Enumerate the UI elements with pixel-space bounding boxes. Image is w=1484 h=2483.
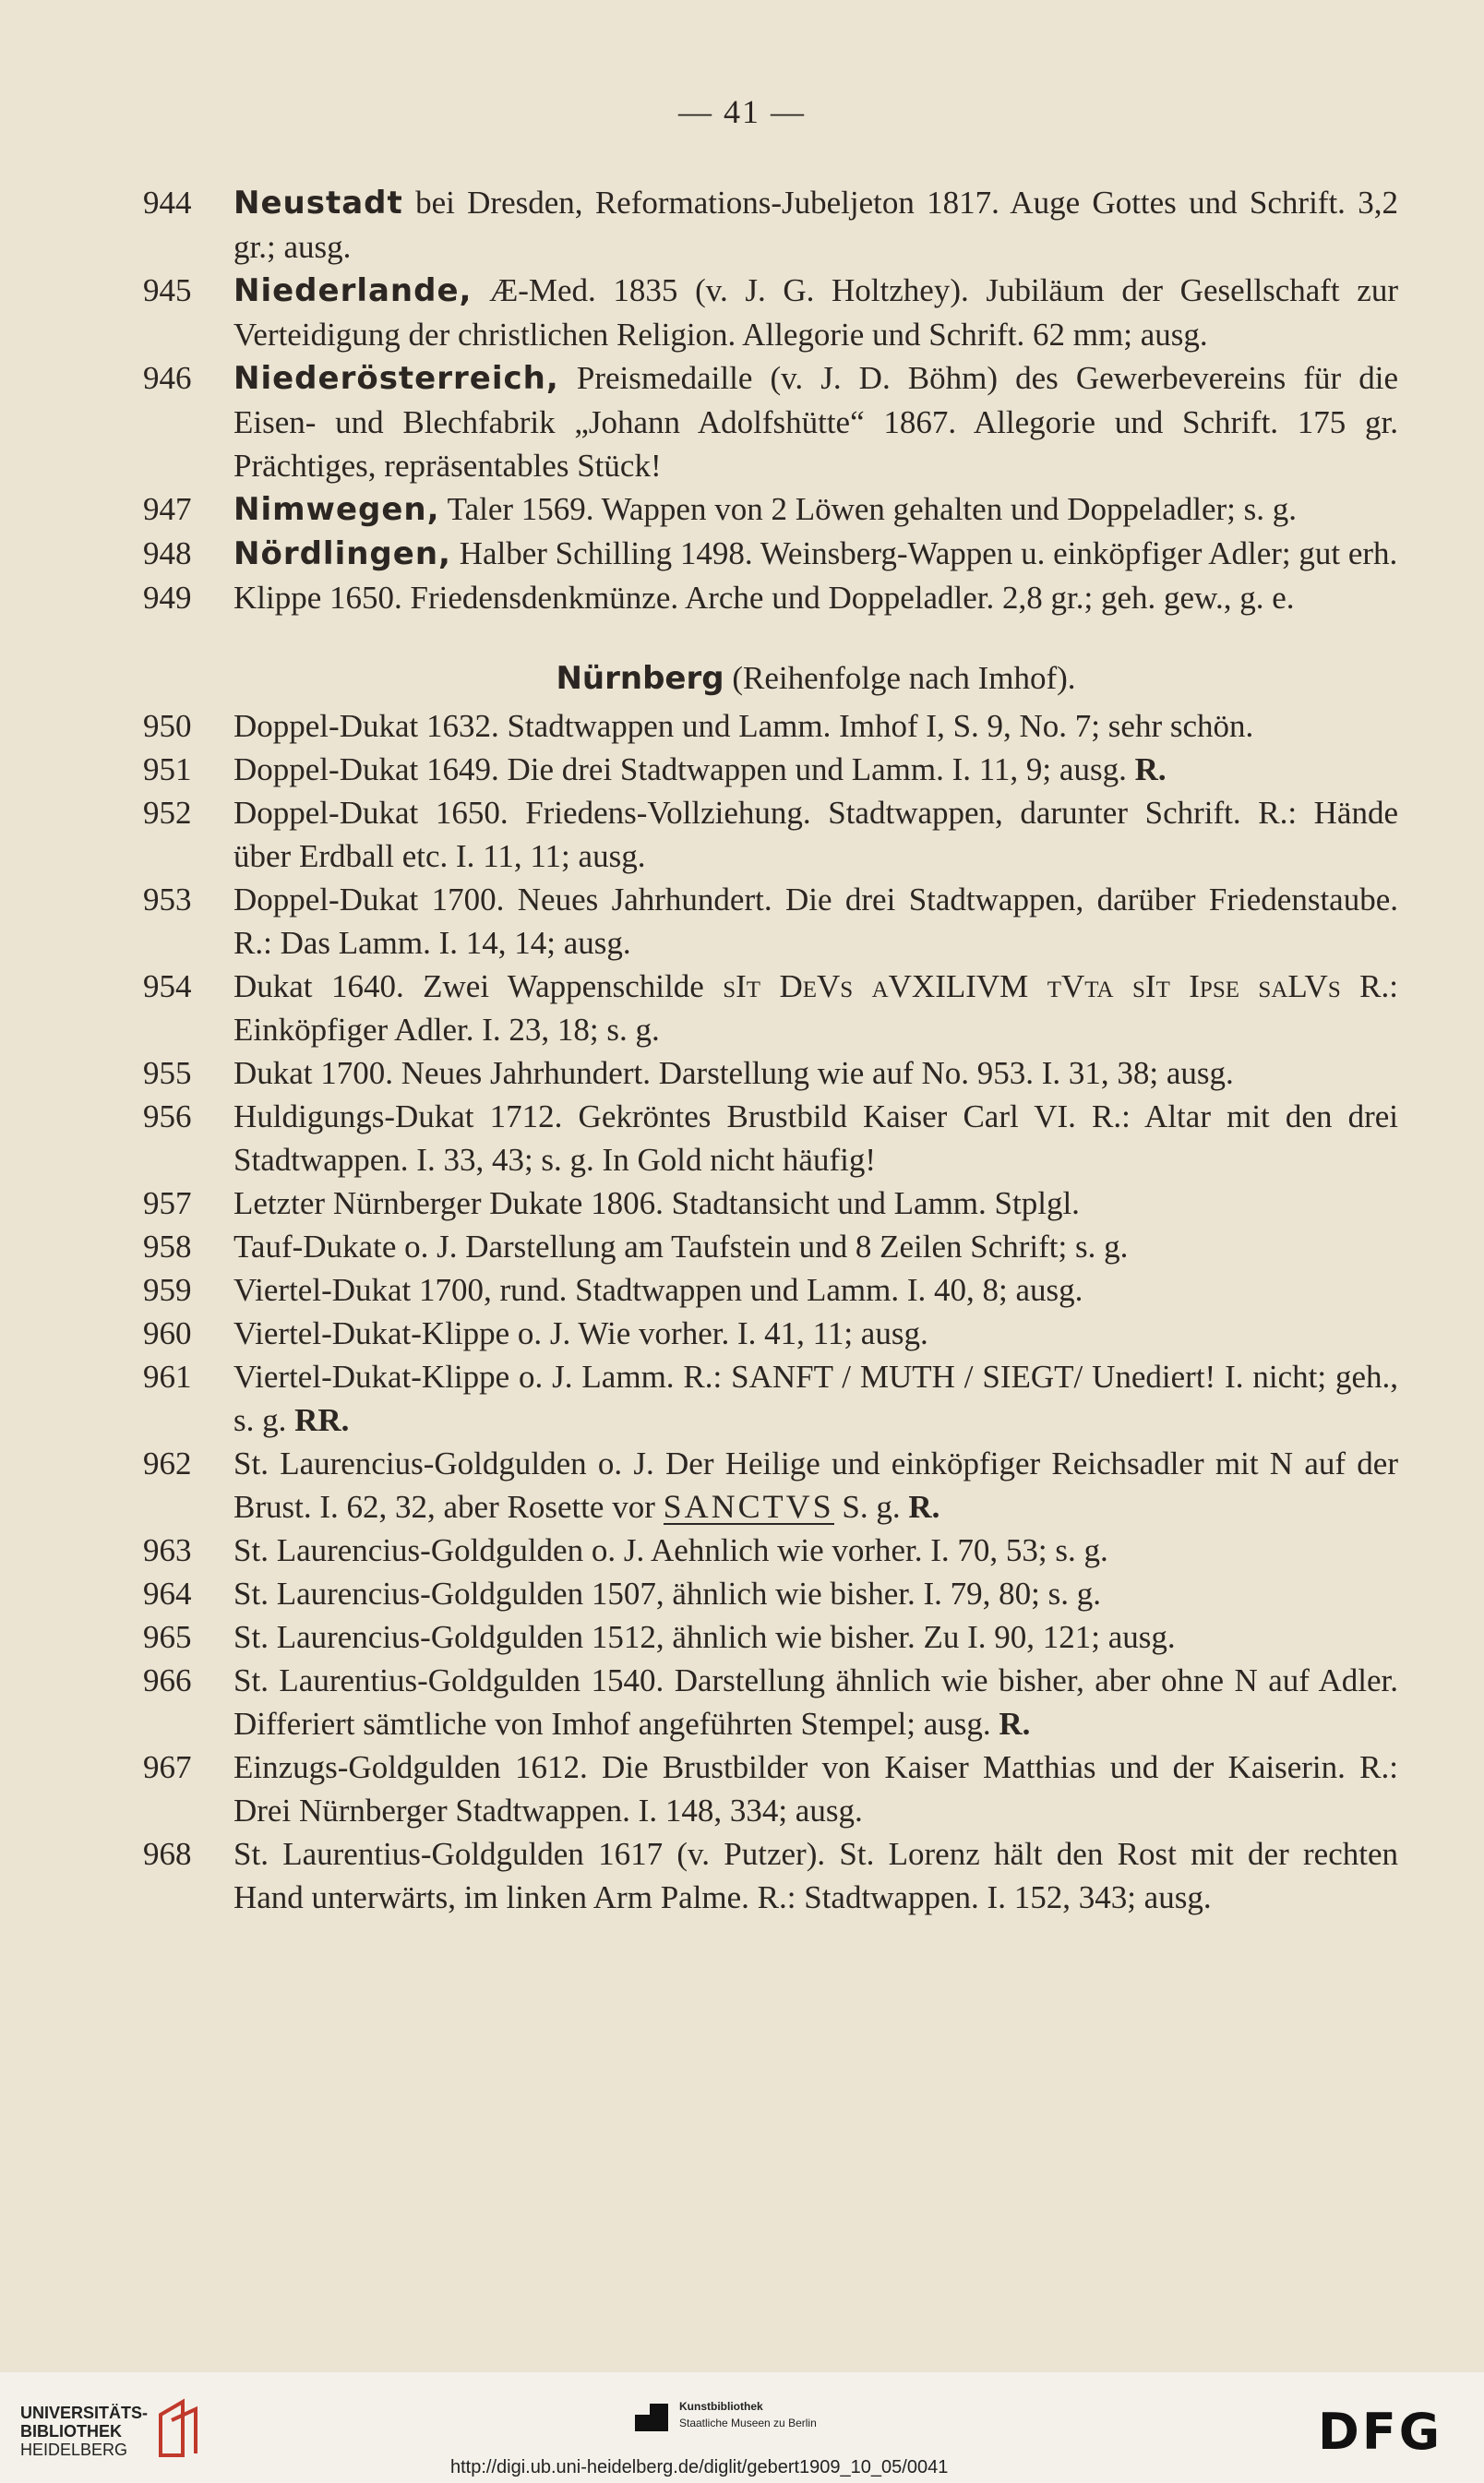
- catalog-entry: [143, 1268, 1398, 1312]
- place-name: Neustadt: [233, 185, 403, 222]
- rarity-mark: RR.: [294, 1402, 350, 1438]
- rarity-mark: R.: [1134, 751, 1167, 787]
- kunstbibliothek-icon: [633, 2398, 670, 2435]
- entry-text: Doppel-Dukat 1632. Stadtwappen und Lamm. Imhof I, S. 9, No. 7; sehr schön.: [233, 708, 1254, 744]
- entry-number: 951: [143, 751, 192, 787]
- section-heading: [143, 656, 1398, 701]
- catalog-entry: [143, 576, 1398, 619]
- university-library-mark-icon: [155, 2396, 205, 2461]
- catalog-entry: [143, 1615, 1398, 1659]
- catalog-entry: [143, 1659, 1398, 1745]
- entry-text: S. g.: [833, 1489, 909, 1525]
- entry-text: Huldigungs-Dukat 1712. Gekröntes Brustbild Kaiser Carl VI. R.: Altar mit den drei Stadtwappen. I. 33, 43; s. g. In Gold nicht häufig!: [233, 1098, 1398, 1178]
- entry-number: 968: [143, 1836, 192, 1872]
- entry-number: 960: [143, 1315, 192, 1351]
- entry-text: St. Laurencius-Goldgulden o. J. Der Heilige und einköpfiger Reichsadler mit N auf der Brust. I. 62, 32, aber Rosette vor: [233, 1445, 1398, 1525]
- entry-text: Viertel-Dukat 1700, rund. Stadtwappen und Lamm. I. 40, 8; ausg.: [233, 1272, 1083, 1308]
- entry-text: St. Laurencius-Goldgulden 1512, ähnlich wie bisher. Zu I. 90, 121; ausg.: [233, 1619, 1176, 1655]
- entry-text: bei Dresden, Reformations-Jubeljeton 1817. Auge Gottes und Schrift. 3,2 gr.; ausg.: [233, 185, 1398, 265]
- dfg-logo[interactable]: DFG: [1318, 2403, 1443, 2461]
- entry-text: Viertel-Dukat-Klippe o. J. Wie vorher. I. 41, 11; ausg.: [233, 1315, 928, 1351]
- catalog-entry: [143, 181, 1398, 269]
- entry-text: Letzter Nürnberger Dukate 1806. Stadtansicht und Lamm. Stplgl.: [233, 1185, 1080, 1221]
- coin-legend: sIt DeVs aVXILIVM tVta sIt Ipse saLVs: [723, 968, 1341, 1004]
- entry-text: St. Laurentius-Goldgulden 1617 (v. Putzer). St. Lorenz hält den Rost mit der rechten Hand unterwärts, im linken Arm Palme. R.: Stadtwappen. I. 152, 343; ausg.: [233, 1836, 1398, 1915]
- catalog-entry: [143, 1312, 1398, 1355]
- place-name: Niederlande,: [233, 272, 473, 309]
- entry-number: 967: [143, 1749, 192, 1785]
- catalog-entry: [143, 1745, 1398, 1832]
- catalog-entry: [143, 965, 1398, 1051]
- entry-number: 955: [143, 1055, 192, 1091]
- entry-text: Einzugs-Goldgulden 1612. Die Brustbilder von Kaiser Matthias und der Kaiserin. R.: Drei Nürnberger Stadtwappen. I. 148, 334; ausg.: [233, 1749, 1398, 1829]
- catalog-entry: [143, 1442, 1398, 1529]
- entry-text: Doppel-Dukat 1650. Friedens-Vollziehung. Stadtwappen, darunter Schrift. R.: Hände über Erdball etc. I. 11, 11; ausg.: [233, 795, 1398, 874]
- place-name: Niederösterreich,: [233, 360, 559, 397]
- entry-number: 946: [143, 360, 192, 396]
- place-name: Nimwegen,: [233, 491, 440, 528]
- entry-text: St. Laurencius-Goldgulden 1507, ähnlich wie bisher. I. 79, 80; s. g.: [233, 1576, 1101, 1612]
- logo-line: Staatliche Museen zu Berlin: [679, 2417, 817, 2429]
- entry-number: 963: [143, 1532, 192, 1568]
- entry-text: Dukat 1700. Neues Jahrhundert. Darstellung wie auf No. 953. I. 31, 38; ausg.: [233, 1055, 1234, 1091]
- entry-text: St. Laurentius-Goldgulden 1540. Darstellung ähnlich wie bisher, aber ohne N auf Adler. Differiert sämtliche von Imhof angeführten Stempel; ausg.: [233, 1662, 1398, 1742]
- catalog-entry: [143, 1529, 1398, 1572]
- entry-number: 961: [143, 1359, 192, 1395]
- section-title: Nürnberg: [556, 660, 724, 697]
- entry-number: 945: [143, 272, 192, 308]
- catalog-entry: [143, 1572, 1398, 1615]
- entry-number: 953: [143, 882, 192, 918]
- catalog-entry: [143, 878, 1398, 965]
- entry-number: 964: [143, 1576, 192, 1612]
- entry-number: 962: [143, 1445, 192, 1481]
- entry-text: Dukat 1640. Zwei Wappenschilde: [233, 968, 724, 1004]
- entry-text: Doppel-Dukat 1700. Neues Jahrhundert. Die drei Stadtwappen, darüber Friedenstaube. R.: Das Lamm. I. 14, 14; ausg.: [233, 882, 1398, 961]
- entry-number: 952: [143, 795, 192, 831]
- logo-line: UNIVERSITÄTS-: [20, 2404, 149, 2422]
- entry-number: 954: [143, 968, 192, 1004]
- entry-number: 947: [143, 491, 192, 527]
- catalog-entries: [143, 181, 1398, 1919]
- kunstbibliothek-logo[interactable]: [679, 2398, 817, 2431]
- catalog-entry: [143, 487, 1398, 532]
- catalog-entry: [143, 532, 1398, 576]
- digitization-footer: [0, 2372, 1484, 2483]
- catalog-entry: [143, 1051, 1398, 1095]
- rarity-mark: R.: [999, 1706, 1031, 1742]
- entry-text: R.: Einköpfiger Adler. I. 23, 18; s. g.: [233, 968, 1398, 1048]
- place-name: Nördlingen,: [233, 535, 451, 572]
- entry-text: Viertel-Dukat-Klippe o. J. Lamm. R.: SANFT / MUTH / SIEGT/ Unediert! I. nicht; geh., s. g.: [233, 1359, 1398, 1438]
- entry-number: 958: [143, 1229, 192, 1265]
- catalog-entry: [143, 1182, 1398, 1225]
- logo-line: BIBLIOTHEK: [20, 2422, 122, 2441]
- entry-number: 948: [143, 535, 192, 571]
- entry-number: 966: [143, 1662, 192, 1698]
- logo-line: HEIDELBERG: [20, 2441, 128, 2459]
- entry-number: 949: [143, 580, 192, 616]
- entry-text: Taler 1569. Wappen von 2 Löwen gehalten und Doppeladler; s. g.: [439, 491, 1298, 527]
- catalog-entry: [143, 269, 1398, 356]
- entry-text: Tauf-Dukate o. J. Darstellung am Taufstein und 8 Zeilen Schrift; s. g.: [233, 1229, 1129, 1265]
- entry-number: 959: [143, 1272, 192, 1308]
- catalog-entry: [143, 356, 1398, 487]
- entry-text: Doppel-Dukat 1649. Die drei Stadtwappen und Lamm. I. 11, 9; ausg.: [233, 751, 1135, 787]
- permalink-url[interactable]: http://digi.ub.uni-heidelberg.de/diglit/gebert1909_10_05/0041: [450, 2457, 949, 2477]
- catalog-entry: [143, 1225, 1398, 1268]
- rarity-mark: R.: [908, 1489, 940, 1525]
- catalog-entry: [143, 704, 1398, 748]
- entry-number: 956: [143, 1098, 192, 1134]
- entry-number: 957: [143, 1185, 192, 1221]
- page-number: — 41 —: [678, 93, 806, 130]
- coin-legend: SANCTVS: [663, 1488, 834, 1525]
- entry-number: 944: [143, 185, 192, 221]
- catalog-entry: [143, 1832, 1398, 1919]
- catalog-entry: [143, 1095, 1398, 1182]
- entry-number: 965: [143, 1619, 192, 1655]
- entry-number: 950: [143, 708, 192, 744]
- entry-text: St. Laurencius-Goldgulden o. J. Aehnlich wie vorher. I. 70, 53; s. g.: [233, 1532, 1108, 1568]
- entry-text: Klippe 1650. Friedensdenkmünze. Arche und Doppeladler. 2,8 gr.; geh. gew., g. e.: [233, 580, 1295, 616]
- logo-line: Kunstbibliothek: [679, 2400, 763, 2413]
- entry-text: Preismedaille (v. J. D. Böhm) des Gewerbevereins für die Eisen- und Blechfabrik „Johann Adolfshütte“ 1867. Allegorie und Schrift. 175 gr. Prächtiges, repräsentables Stück!: [233, 360, 1398, 484]
- catalog-entry: [143, 748, 1398, 791]
- university-library-logo[interactable]: [20, 2404, 148, 2459]
- section-subtitle: (Reihenfolge nach Imhof).: [724, 660, 1076, 696]
- entry-text: Æ-Med. 1835 (v. J. G. Holtzhey). Jubiläum der Gesellschaft zur Verteidigung der christlichen Religion. Allegorie und Schrift. 62 mm; ausg.: [233, 272, 1398, 353]
- catalog-entry: [143, 1355, 1398, 1442]
- entry-text: Halber Schilling 1498. Weinsberg-Wappen u. einköpfiger Adler; gut erh.: [450, 535, 1398, 571]
- catalog-entry: [143, 791, 1398, 878]
